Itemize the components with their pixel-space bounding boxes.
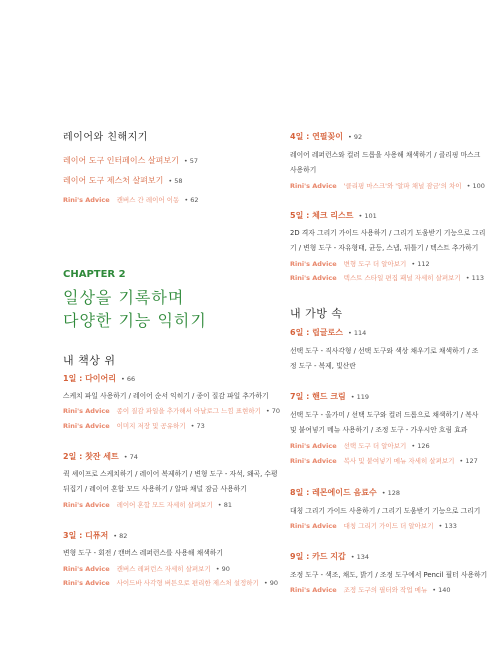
page-number: • 128 xyxy=(381,489,400,497)
page-number: • 126 xyxy=(411,442,430,450)
toc-entry-title xyxy=(63,530,127,541)
page-number: • 100 xyxy=(466,182,485,190)
advice-text: 변형 도구 더 알아보기 xyxy=(343,260,407,268)
entry-body: 조정 도구 - 색조, 채도, 밝기 / 조정 도구에서 Pencil 필터 사용하기 xyxy=(290,571,488,579)
page-number: • 119 xyxy=(350,393,370,401)
rinis-advice xyxy=(290,273,484,282)
advice-tag: Rini's Advice xyxy=(290,442,337,450)
page-number: • 82 xyxy=(113,532,128,540)
rinis-advice xyxy=(63,406,280,415)
rinis-advice xyxy=(290,521,457,530)
toc-entry-title xyxy=(290,327,366,338)
entry-body: 레이어 레퍼런스와 컬러 드롭을 사용해 채색하기 / 클리핑 마스크 xyxy=(290,151,481,159)
page-number: • 81 xyxy=(217,501,232,509)
page-number: • 90 xyxy=(215,565,230,573)
toc-entry-title xyxy=(63,373,135,384)
advice-text: '클리핑 마스크'와 '알파 채널 잠금'의 차이 xyxy=(343,182,462,190)
entry-body: 사용하기 xyxy=(290,166,317,174)
rinis-advice xyxy=(290,259,430,268)
chapter-title-line1: 일상을 기록하며 xyxy=(63,288,185,307)
advice-tag: Rini's Advice xyxy=(63,407,110,415)
page-number: • 133 xyxy=(438,522,457,530)
page-number: • 62 xyxy=(184,196,199,204)
toc-item-title: 레이어 도구 인터페이스 살펴보기 xyxy=(63,156,179,165)
advice-tag: Rini's Advice xyxy=(290,457,337,465)
advice-text: 캔버스 간 레이어 이동 xyxy=(116,196,180,204)
toc-entry-title xyxy=(290,551,369,562)
page-number: • 113 xyxy=(465,274,485,282)
entry-title-text: 2일 : 찻잔 세트 xyxy=(63,452,119,461)
toc-item xyxy=(63,175,183,186)
section-heading-bag: 내 가방 속 xyxy=(290,307,343,320)
page-number: • 73 xyxy=(190,422,205,430)
entry-title-text: 1일 : 다이어리 xyxy=(63,374,116,383)
toc-entry-title xyxy=(290,131,362,142)
rinis-advice xyxy=(290,456,478,465)
page-number: • 112 xyxy=(411,260,430,268)
advice-text: 종이 질감 파일을 추가해서 아날로그 느낌 표현하기 xyxy=(116,407,261,415)
advice-tag: Rini's Advice xyxy=(290,522,337,530)
entry-body: 스케치 파일 사용하기 / 레이어 순서 익히기 / 종이 질감 파일 추가하기 xyxy=(63,392,269,400)
page-number: • 92 xyxy=(347,133,363,141)
page-number: • 140 xyxy=(432,586,451,594)
entry-title-text: 5일 : 체크 리스트 xyxy=(290,211,354,220)
rinis-advice xyxy=(63,195,199,204)
advice-text: 사이드바 사각형 버튼으로 편리한 제스처 설정하기 xyxy=(116,579,259,587)
section-heading-layers: 레이어와 친해지기 xyxy=(63,132,148,143)
entry-title-text: 6일 : 립글로스 xyxy=(290,328,343,337)
entry-body: 퀵 셰이프로 스케치하기 / 레이어 복제하기 / 변형 도구 - 자석, 왜곡, 수평 xyxy=(63,470,278,478)
entry-body: 대칭 그리기 가이드 사용하기 / 그리기 도움받기 기능으로 그리기 xyxy=(290,507,481,515)
section-heading-desk: 내 책상 위 xyxy=(63,354,116,367)
page-number: • 134 xyxy=(350,553,370,561)
entry-title-text: 4일 : 연필꽂이 xyxy=(290,132,343,141)
entry-title-text: 3일 : 디퓨저 xyxy=(63,531,109,540)
advice-tag: Rini's Advice xyxy=(63,196,110,204)
rinis-advice xyxy=(63,500,232,509)
entry-body: 선택 도구 - 직사각형 / 선택 도구와 색상 채우기로 채색하기 / 조 xyxy=(290,347,479,355)
toc-item xyxy=(63,155,198,166)
entry-title-text: 7일 : 핸드 크림 xyxy=(290,392,346,401)
entry-body: 뒤집기 / 레이어 혼합 모드 사용하기 / 알파 채널 잠금 사용하기 xyxy=(63,485,247,493)
advice-text: 선택 도구 더 알아보기 xyxy=(343,442,407,450)
rinis-advice xyxy=(290,181,485,190)
rinis-advice xyxy=(63,564,230,573)
toc-entry-title xyxy=(63,451,138,462)
page-number: • 101 xyxy=(358,212,377,220)
toc-entry-title xyxy=(290,210,377,221)
page-number: • 127 xyxy=(459,457,478,465)
advice-tag: Rini's Advice xyxy=(290,182,337,190)
toc-entry-title xyxy=(290,391,369,402)
advice-text: 이미지 저장 및 공유하기 xyxy=(116,422,186,430)
page-number: • 90 xyxy=(263,579,278,587)
page-number: • 58 xyxy=(168,177,183,185)
rinis-advice xyxy=(63,421,205,430)
chapter-title-line2: 다양한 기능 익히기 xyxy=(63,311,207,330)
advice-tag: Rini's Advice xyxy=(63,501,110,509)
advice-tag: Rini's Advice xyxy=(63,579,110,587)
entry-title-text: 9일 : 카드 지갑 xyxy=(290,552,346,561)
entry-body: 정 도구 - 복제, 빛산란 xyxy=(290,362,356,370)
page-number: • 74 xyxy=(123,453,138,461)
page-number: • 57 xyxy=(183,157,198,165)
advice-text: 조정 도구의 필터와 작업 메뉴 xyxy=(343,586,428,594)
entry-body: 선택 도구 - 올가미 / 선택 도구와 컬러 드롭으로 채색하기 / 복사 xyxy=(290,411,479,419)
advice-tag: Rini's Advice xyxy=(290,274,337,282)
page-number: • 114 xyxy=(347,329,367,337)
advice-text: 레이어 혼합 모드 자세히 살펴보기 xyxy=(116,501,213,509)
entry-body: 변형 도구 - 회전 / 캔버스 레퍼런스를 사용해 채색하기 xyxy=(63,549,223,557)
advice-tag: Rini's Advice xyxy=(63,565,110,573)
page-number: • 70 xyxy=(265,407,281,415)
advice-text: 복사 및 붙여넣기 메뉴 자세히 살펴보기 xyxy=(343,457,455,465)
entry-body: 및 붙여넣기 메뉴 사용하기 / 조정 도구 - 가우시안 흐림 효과 xyxy=(290,426,468,434)
rinis-advice xyxy=(63,578,278,587)
advice-tag: Rini's Advice xyxy=(290,586,337,594)
toc-item-title: 레이어 도구 제스처 살펴보기 xyxy=(63,176,164,185)
advice-text: 캔버스 레퍼런스 자세히 살펴보기 xyxy=(116,565,211,573)
toc-entry-title xyxy=(290,487,400,498)
chapter-label: CHAPTER 2 xyxy=(63,269,126,280)
page-number: • 66 xyxy=(120,375,136,383)
advice-text: 텍스트 스타일 편집 패널 자세히 살펴보기 xyxy=(343,274,461,282)
rinis-advice xyxy=(290,441,430,450)
entry-title-text: 8일 : 레몬에이드 음료수 xyxy=(290,488,377,497)
advice-tag: Rini's Advice xyxy=(290,260,337,268)
rinis-advice xyxy=(290,585,451,594)
entry-body: 2D 격자 그리기 가이드 사용하기 / 그리기 도움받기 기능으로 그리 xyxy=(290,229,486,237)
entry-body: 기 / 변형 도구 - 자유형태, 균등, 스냅, 뒤틀기 / 텍스트 추가하기 xyxy=(290,244,479,252)
advice-tag: Rini's Advice xyxy=(63,422,110,430)
advice-text: 대칭 그리기 가이드 더 알아보기 xyxy=(343,522,434,530)
